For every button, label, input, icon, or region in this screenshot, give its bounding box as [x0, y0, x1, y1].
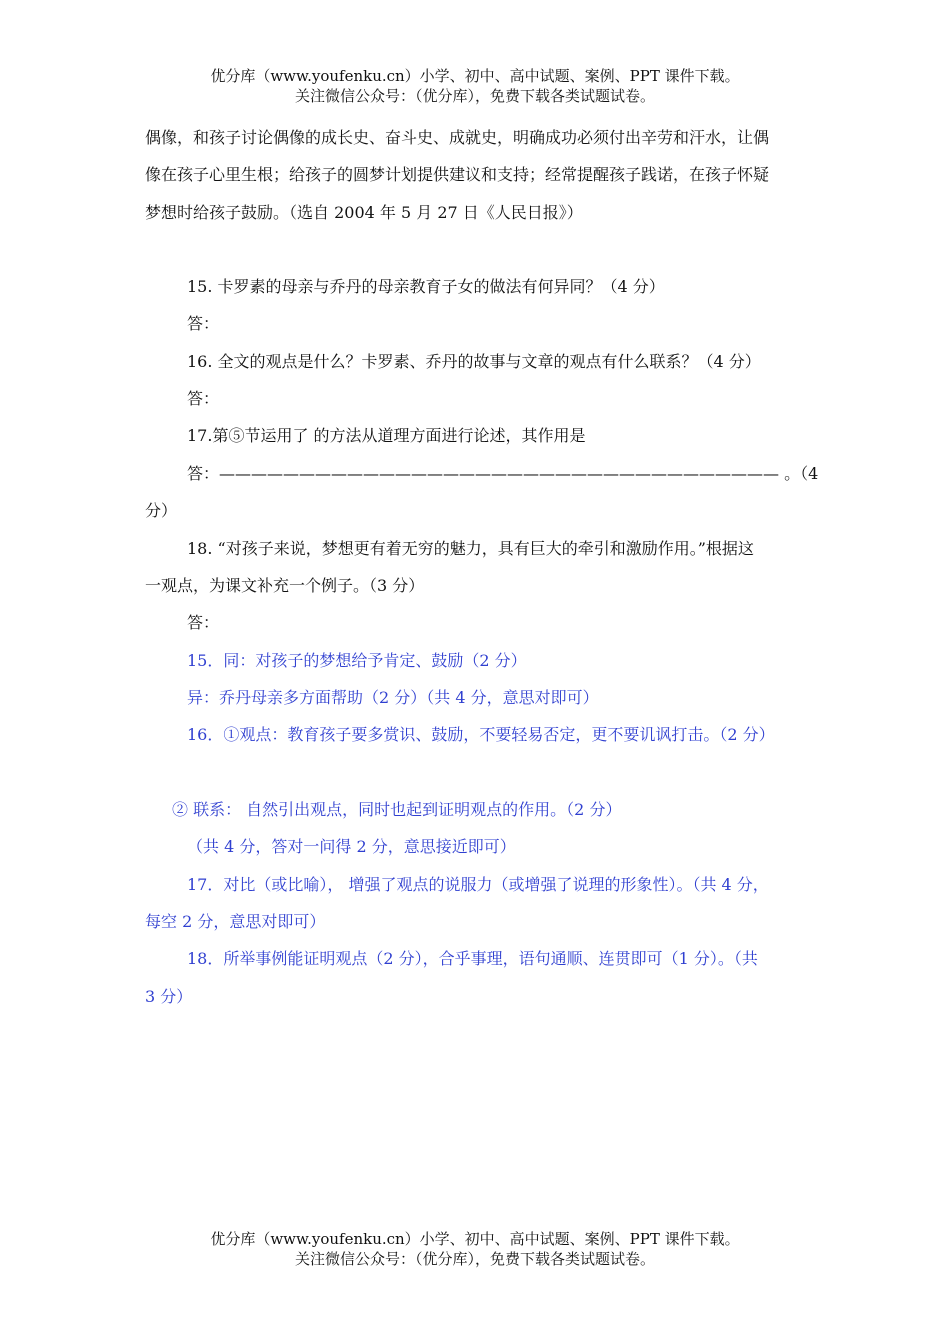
- passage-line-3: 梦想时给孩子鼓励。（选自 2004 年 5 月 27 日《人民日报》）: [145, 203, 583, 222]
- answer-key-16-note: （共 4 分，答对一问得 2 分，意思接近即可）: [187, 837, 516, 856]
- answer-key-15-diff: 异：乔丹母亲多方面帮助（2 分）（共 4 分，意思对即可）: [187, 688, 599, 707]
- answer-line-17-cont: 分）: [145, 501, 178, 520]
- passage-line-1: 偶像，和孩子讨论偶像的成长史、奋斗史、成就史，明确成功必须付出辛劳和汗水，让偶: [145, 128, 770, 147]
- passage-line-2: 像在孩子心里生根；给孩子的圆梦计划提供建议和支持；经常提醒孩子践诺，在孩子怀疑: [145, 165, 770, 184]
- header-line-2: 关注微信公众号：（优分库），免费下载各类试题试卷。: [294, 87, 655, 105]
- question-15: 15. 卡罗素的母亲与乔丹的母亲教育子女的做法有何异同？（4 分）: [187, 277, 665, 296]
- answer-key-17-cont: 每空 2 分，意思对即可）: [145, 912, 326, 931]
- footer-line-1: 优分库（www.youfenku.cn）小学、初中、高中试题、案例、PPT 课件下载。: [210, 1230, 740, 1248]
- answer-key-18-cont: 3 分）: [145, 987, 193, 1006]
- answer-key-18: 18．所举事例能证明观点（2 分），合乎事理，语句通顺、连贯即可（1 分）。（共: [187, 949, 758, 968]
- answer-label-15: 答：: [187, 314, 220, 333]
- question-17: 17.第⑤节运用了 的方法从道理方面进行论述，其作用是: [187, 426, 586, 445]
- answer-key-15-same: 15．同：对孩子的梦想给予肯定、鼓励（2 分）: [187, 651, 527, 670]
- answer-key-16-viewpoint: 16．①观点：教育孩子要多赏识、鼓励，不要轻易否定，更不要讥讽打击。（2 分）: [187, 725, 775, 744]
- footer-line-2: 关注微信公众号：（优分库），免费下载各类试题试卷。: [294, 1250, 655, 1268]
- answer-label-18: 答：: [187, 613, 220, 632]
- question-18-line-2: 一观点，为课文补充一个例子。（3 分）: [145, 576, 425, 595]
- page-header: [0, 66, 950, 106]
- header-line-1: 优分库（www.youfenku.cn）小学、初中、高中试题、案例、PPT 课件下载。: [210, 67, 740, 85]
- answer-key-17: 17．对比（或比喻）， 增强了观点的说服力（或增强了说理的形象性）。（共 4 分，: [187, 875, 769, 894]
- question-16: 16. 全文的观点是什么？卡罗素、乔丹的故事与文章的观点有什么联系？（4 分）: [187, 352, 761, 371]
- question-18-line-1: 18. “对孩子来说，梦想更有着无穷的魅力，具有巨大的牵引和激励作用。”根据这: [187, 539, 754, 558]
- answer-key-16-connection: ② 联系： 自然引出观点，同时也起到证明观点的作用。（2 分）: [172, 800, 622, 819]
- page-footer: [0, 1229, 950, 1269]
- answer-line-17: 答：——————————————————————————————————— 。（4: [187, 464, 819, 483]
- answer-label-16: 答：: [187, 389, 220, 408]
